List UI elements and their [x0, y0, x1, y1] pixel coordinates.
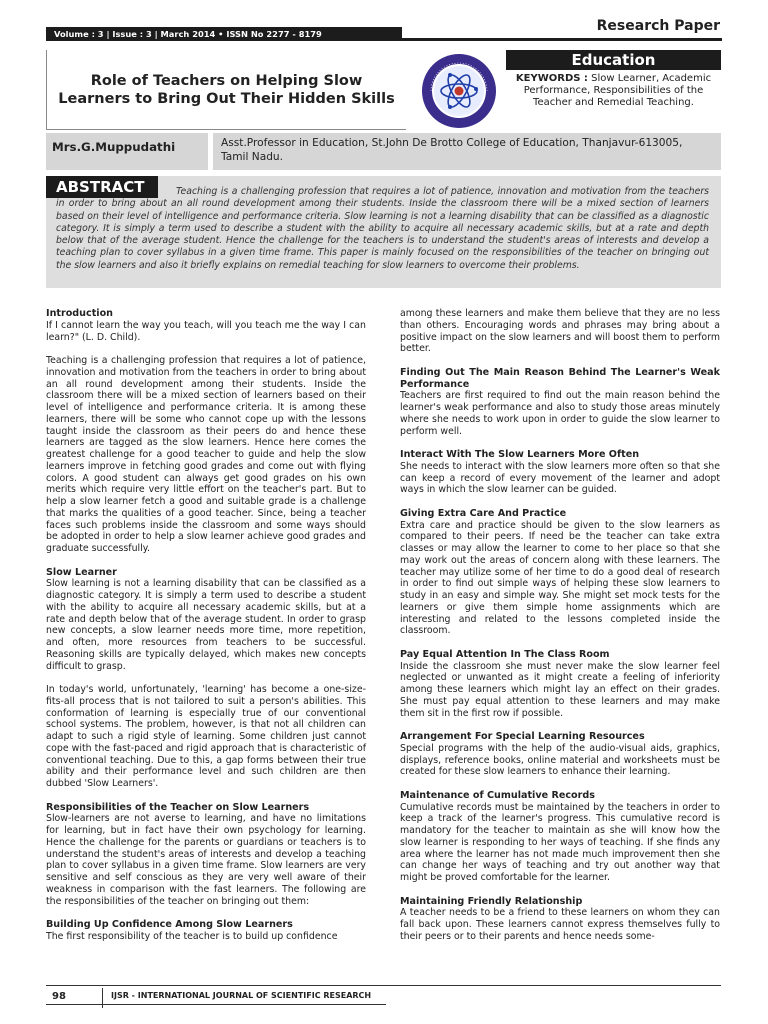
- keywords-label: KEYWORDS :: [515, 73, 588, 84]
- title-box: [46, 50, 406, 130]
- top-rule: [402, 38, 722, 41]
- equal-attention-paragraph: Inside the classroom she must never make the slow learner feel neglected or unwanted as it might create a feeling of inferiority among these learners which might lay an effect on their grades. She must pay equal attention to these learners and may make them sit in the first row if possible.: [400, 660, 720, 719]
- footer: [46, 987, 721, 1011]
- finding-reason-paragraph: Teachers are first required to find out the main reason behind the learner's weak performance and also to study those areas minutely where she needs to work upon in order to guide the slow learner to perform well.: [400, 390, 720, 437]
- cumulative-records-paragraph: Cumulative records must be maintained by the teachers in order to keep a track of the learner's progress. This cumulative record is mandatory for the teacher to maintain as she will know how the slow learner is responding to her ways of teaching. If she finds any area where the learner has not made much improvement then she can change her ways of teaching and try out another way that might be proved comfortable for the learner.: [400, 801, 720, 883]
- section-heading-introduction: Introduction: [46, 308, 113, 319]
- slow-learner-paragraph-2: In today's world, unfortunately, 'learning' has become a one-size-fits-all process that is not tailored to suit a person's abilities. This conformation of learning is especially true of our conventional school systems. The problem, however, is that not all children can adapt to such a rigid style of learning. Some children just cannot cope with the fast-paced and rigid approach that is characteristic of conventional teaching. Due to this, a gap forms between their true ability and their performance level and such children are then dubbed 'Slow Learners'.: [46, 684, 366, 789]
- section-heading-building-confidence: Building Up Confidence Among Slow Learners: [46, 919, 293, 930]
- section-heading-cumulative-records: Maintenance of Cumulative Records: [400, 789, 595, 801]
- author-name: Mrs.G.Muppudathi: [46, 133, 208, 170]
- section-heading-friendly-relationship: Maintaining Friendly Relationship: [400, 895, 583, 907]
- journal-logo: [414, 52, 504, 130]
- author-row: [46, 133, 721, 170]
- keywords: [506, 73, 721, 109]
- section-heading-finding-reason: Finding Out The Main Reason Behind The Learner's Weak Performance: [400, 366, 720, 390]
- page-number: 98: [52, 991, 66, 1002]
- left-column: [46, 308, 366, 943]
- paper-title: Role of Teachers on Helping Slow Learners to Bring Out Their Hidden Skills: [58, 72, 395, 107]
- section-heading-slow-learner: Slow Learner: [46, 566, 117, 578]
- learning-resources-paragraph: Special programs with the help of the audio-visual aids, graphics, displays, reference books, online material and worksheets must be created for these slow learners to enhance their learning.: [400, 742, 720, 778]
- building-confidence-paragraph: The first responsibility of the teacher is to build up confidence: [46, 930, 338, 942]
- continued-paragraph: among these learners and make them believe that they are no less than others. Encouraging words and phrases may bring about a positive impact on the slow learners and will boost them to perform better.: [400, 308, 720, 355]
- intro-paragraph: Teaching is a challenging profession that requires a lot of patience, innovation and motivation from the teachers in order to bring about an all round development among their students. Inside the classroom there will be a mixed section of learners based on their level of intelligence and performance criteria. It is among these learners, there will be some who cannot cope up with the lessons taught inside the classroom as their peers do and hence these learners are tagged as the slow learners. Hence here comes the greatest challenge for a good teacher to guide and help the slow learners improve in fetching good grades and come out with flying colors. A good student can always get good grades on his own merits which require very little effort on the teacher's part. But to help a slow learner fetch a good and suitable grade is a challenge that marks the qualities of a good teacher. Since, being a teacher faces such problems inside the classroom and some ways should be adopted in order to help a slow learner achieve good grades and graduate successfully.: [46, 355, 366, 554]
- category-bar: Education: [506, 50, 721, 70]
- section-heading-responsibilities: Responsibilities of the Teacher on Slow Learners: [46, 801, 310, 813]
- section-heading-learning-resources: Arrangement For Special Learning Resources: [400, 731, 645, 742]
- abstract-box: [46, 176, 721, 288]
- section-heading-extra-care: Giving Extra Care And Practice: [400, 507, 567, 519]
- keywords-text: Slow Learner, Academic Performance, Responsibilities of the Teacher and Remedial Teaching.: [523, 73, 712, 108]
- responsibilities-paragraph: Slow-learners are not averse to learning, and have no limitations for learning, but in fact have their own psychology for learning. Hence the challenge for the parents or guardians or teachers is to understand the student's areas of interests and develop a teaching plan to cover syllabus in a given time frame. Slow learners are very sensitive and self conscious as they are very well aware of their weakness in comparison with the fast learners. The following are the responsibilities of the teacher on bringing out them:: [46, 813, 366, 907]
- section-heading-interact: Interact With The Slow Learners More Often: [400, 449, 640, 460]
- right-column: [400, 308, 720, 943]
- section-heading-equal-attention: Pay Equal Attention In The Class Room: [400, 648, 610, 660]
- issue-info-bar: Volume : 3 | Issue : 3 | March 2014 • ISSN No 2277 - 8179: [46, 27, 402, 41]
- abstract-body: Teaching is a challenging profession that requires a lot of patience, innovation and motivation from the teachers in order to bring about an all round development among their students. Inside the classroom there will be a mixed section of learners based on their level of intelligence and performance criteria. Slow learning is not a learning disability that can be classified as a diagnostic category. It is simply a term used to describe a student with the ability to acquire all necessary academic skills, but at a rate and depth below that of the average student. Hence the challenge for the teachers is to understand the student's areas of interests and develop a teaching plan to cover syllabus in a given time frame. This paper is mainly focused on the responsibilities of the teacher on bringing out the slow learners and also it briefly explains on remedial teaching for slow learners to overcome their problems.: [56, 186, 709, 271]
- paper-type-label: Research Paper: [596, 18, 720, 34]
- footer-rule-top: [46, 985, 721, 986]
- author-affiliation: Asst.Professor in Education, St.John De Brotto College of Education, Thanjavur-613005, Tamil Nadu.: [213, 133, 721, 170]
- journal-seal-icon: [421, 53, 497, 129]
- extra-care-paragraph: Extra care and practice should be given to the slow learners as compared to their peers. If need be the teacher can take extra classes or may allow the learner to come to her place so that she may work out the areas of concern along with these learners. The teacher may utilize some of her time to do a good deal of research in order to find out simple ways of helping these slow learners to study in an easy and simple way. She might set mock tests for the learners or give them simple home assignments which are interesting and related to the lessons completed inside the classroom.: [400, 519, 720, 637]
- intro-quote: If I cannot learn the way you teach, will you teach me the way I can learn?" (L. D. Child).: [46, 319, 366, 343]
- friendly-relationship-paragraph: A teacher needs to be a friend to these learners on whom they can fall back upon. These learners cannot express themselves fully to their peers or to their parents and hence needs some-: [400, 907, 720, 942]
- slow-learner-paragraph-1: Slow learning is not a learning disability that can be classified as a diagnostic category. It is simply a term used to describe a student with the ability to acquire all necessary academic skills, but at a rate and depth below that of the average student. In order to grasp new concepts, a slow learner needs more time, more repetition, and often, more resources from teachers to be successful. Reasoning skills are typically delayed, which makes new concepts difficult to grasp.: [46, 578, 366, 672]
- footer-rule-bottom: [46, 1004, 386, 1005]
- journal-name: IJSR - INTERNATIONAL JOURNAL OF SCIENTIFIC RESEARCH: [111, 991, 372, 1000]
- abstract-heading: ABSTRACT: [46, 176, 158, 198]
- interact-paragraph: She needs to interact with the slow learners more often so that she can keep a record of every movement of the learner and adopt ways in which the slow learner can be guided.: [400, 460, 720, 496]
